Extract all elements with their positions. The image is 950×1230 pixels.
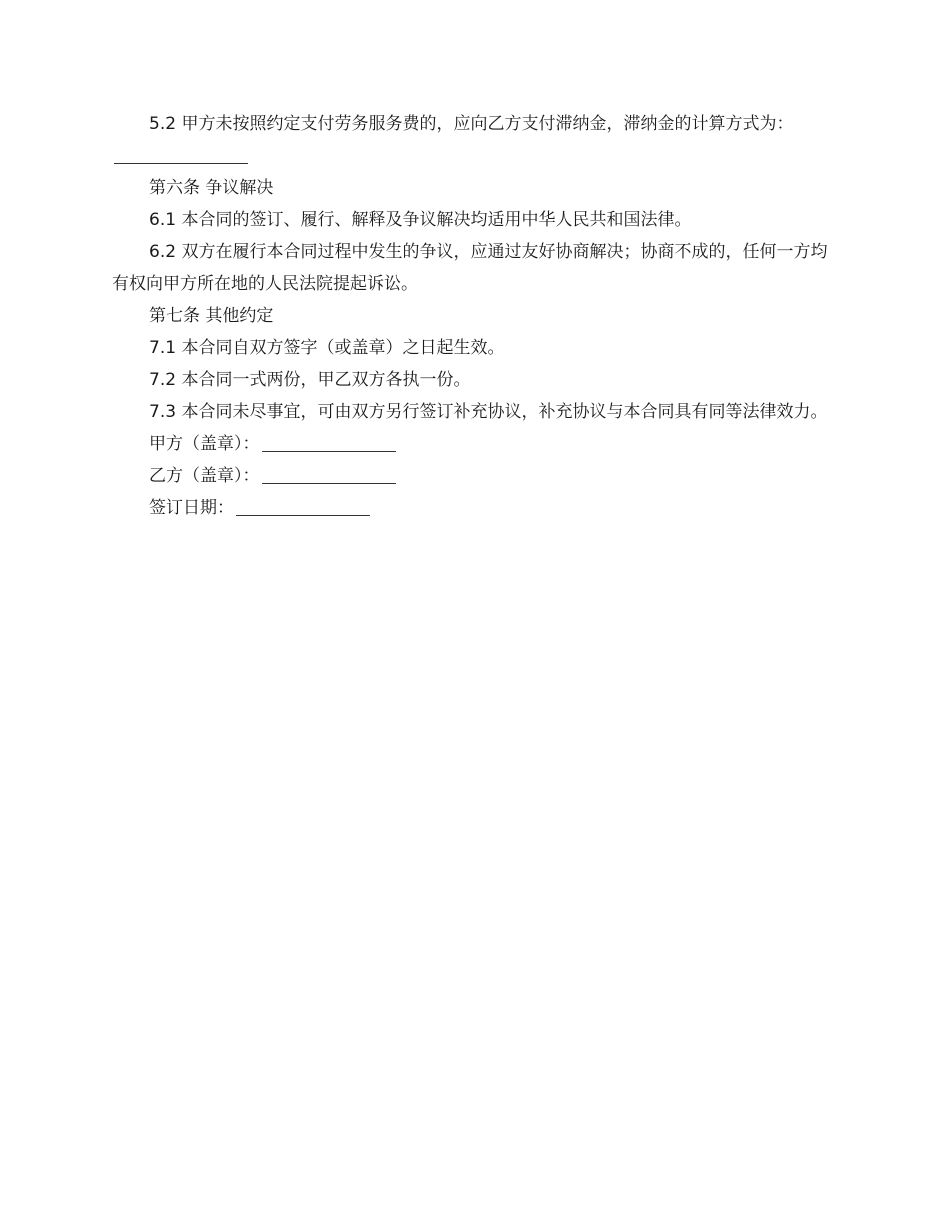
clause-7-2-text: 7.2 本合同一式两份，甲乙双方各执一份。 (149, 370, 471, 390)
party-a-signature-blank (262, 433, 396, 452)
party-b-label: 乙方（盖章）： (149, 466, 260, 486)
clause-6-1-text: 6.1 本合同的签订、履行、解释及争议解决均适用中华人民共和国法律。 (149, 210, 692, 230)
article-7-heading-text: 第七条 其他约定 (149, 306, 274, 326)
clause-7-1-text: 7.1 本合同自双方签字（或盖章）之日起生效。 (149, 338, 505, 358)
late-fee-method-blank (114, 145, 248, 164)
signing-date-label: 签订日期： (149, 498, 234, 518)
clause-5-2-text: 5.2 甲方未按照约定支付劳务服务费的，应向乙方支付滞纳金，滞纳金的计算方式为： (149, 114, 794, 134)
clause-7-2 (112, 364, 842, 396)
clause-6-2 (112, 236, 842, 300)
clause-7-3-text: 7.3 本合同未尽事宜，可由双方另行签订补充协议，补充协议与本合同具有同等法律效力。 (149, 402, 828, 422)
signing-date (112, 492, 842, 524)
party-a-label: 甲方（盖章）： (149, 434, 260, 454)
clause-6-2-text: 6.2 双方在履行本合同过程中发生的争议，应通过友好协商解决；协商不成的，任何一方均有权向甲方所在地的人民法院提起诉讼。 (112, 242, 828, 294)
clause-5-2 (112, 108, 842, 172)
clause-6-1 (112, 204, 842, 236)
article-6-heading (112, 172, 842, 204)
clause-7-3 (112, 396, 842, 428)
article-6-heading-text: 第六条 争议解决 (149, 178, 274, 198)
article-7-heading (112, 300, 842, 332)
signing-date-blank (236, 497, 370, 516)
document-body (112, 108, 842, 524)
party-b-signature (112, 460, 842, 492)
clause-7-1 (112, 332, 842, 364)
party-a-signature (112, 428, 842, 460)
party-b-signature-blank (262, 465, 396, 484)
